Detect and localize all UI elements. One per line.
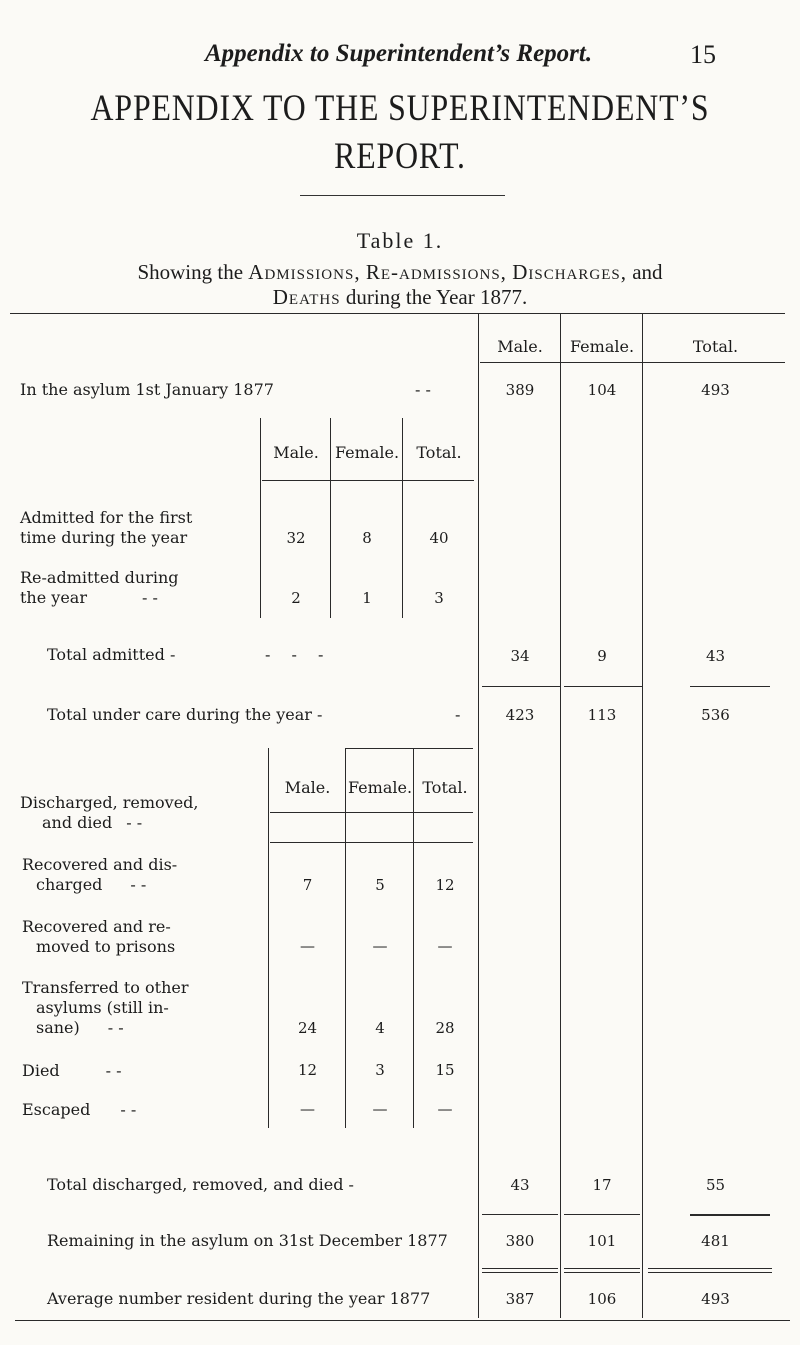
label-line: Transferred to other — [22, 978, 189, 997]
total-admitted-rule-total — [690, 686, 770, 687]
under-care-total: 536 — [701, 706, 730, 724]
discharge-female: 4 — [375, 1019, 385, 1037]
discharge-male: 24 — [297, 1019, 318, 1037]
remaining-female: 101 — [587, 1232, 617, 1250]
total-admitted-male: 34 — [510, 647, 530, 665]
label-line: time during the year — [20, 528, 188, 547]
label-line — [22, 1061, 122, 1081]
first-time-female: 8 — [362, 529, 372, 547]
column-header-rule — [480, 362, 785, 363]
row-label-total-admitted: Total admitted - — [47, 645, 176, 664]
discharge-female: 3 — [375, 1061, 385, 1079]
in-asylum-total: 493 — [701, 381, 730, 399]
label-dashes: - - — [126, 813, 143, 832]
label-dashes: - - — [105, 1061, 122, 1080]
subtitle-and: and — [632, 260, 663, 284]
label-line: Recovered and dis- — [22, 855, 178, 874]
in-asylum-female: 104 — [587, 381, 617, 399]
total-discharged-rule-male — [482, 1214, 558, 1215]
discharge-male: — — [300, 1100, 315, 1118]
subtitle-admissions: Admissions, — [248, 260, 361, 284]
under-care-male: 423 — [505, 706, 535, 724]
label-dashes: - - — [120, 1100, 137, 1119]
discharge-total: 15 — [435, 1061, 455, 1079]
discharges-header-rule-2 — [270, 842, 473, 843]
subtitle-deaths: Deaths — [272, 285, 341, 309]
average-male: 387 — [505, 1290, 535, 1308]
subtitle-discharges: Discharges, — [512, 260, 627, 284]
label-line: moved to prisons — [36, 937, 176, 956]
label-text: Escaped — [22, 1100, 91, 1119]
admissions-header-male: Male. — [273, 443, 319, 462]
average-female: 106 — [587, 1290, 617, 1308]
row-dashes: - - — [415, 380, 431, 399]
discharge-row-label — [22, 917, 175, 957]
page-title-line2: REPORT. — [334, 136, 466, 177]
remaining-double-rule-total-b — [648, 1272, 772, 1273]
discharge-total: — — [437, 1100, 453, 1118]
label-text: sane) — [36, 1018, 80, 1037]
discharges-divider-1 — [268, 748, 269, 1128]
label-line: Re-admitted during — [20, 568, 179, 587]
column-divider-3 — [642, 313, 643, 1318]
total-discharged-rule-total — [690, 1214, 770, 1216]
discharges-divider-2 — [345, 748, 346, 1128]
first-time-total: 40 — [429, 529, 449, 547]
discharges-header-male: Male. — [284, 778, 331, 797]
row-label-total-under-care: Total under care during the year - — [47, 705, 323, 724]
page-number: 15 — [690, 40, 716, 69]
admissions-divider-3 — [402, 418, 403, 618]
total-discharged-male: 43 — [510, 1176, 530, 1194]
row-dashes: - — [455, 705, 461, 724]
discharge-total: 28 — [435, 1019, 455, 1037]
discharge-male: 12 — [297, 1061, 318, 1079]
label-dashes: - - — [141, 588, 158, 607]
label-line: Discharged, removed, — [20, 793, 199, 812]
discharge-row-label — [22, 1061, 122, 1081]
discharges-divider-3 — [413, 748, 414, 1128]
total-discharged-total: 55 — [705, 1176, 726, 1194]
table-bottom-rule — [15, 1320, 790, 1321]
label-line — [20, 813, 199, 833]
discharge-male: — — [300, 937, 315, 955]
label-line: Recovered and re- — [22, 917, 171, 936]
discharge-female: 5 — [375, 876, 385, 894]
discharges-header-rule — [270, 812, 473, 813]
label-text: and died — [42, 813, 113, 832]
table-label: Table 1. — [356, 228, 444, 253]
discharge-male: 7 — [302, 876, 313, 894]
remaining-double-rule-female-a — [564, 1268, 640, 1269]
title-rule — [300, 195, 505, 196]
discharge-female: — — [372, 1100, 388, 1118]
in-asylum-male: 389 — [505, 381, 535, 399]
total-admitted-total: 43 — [705, 647, 726, 665]
remaining-double-rule-total-a — [648, 1268, 772, 1269]
discharge-female: — — [372, 937, 388, 955]
admissions-header-female: Female. — [334, 443, 400, 462]
label-text: the year — [20, 588, 87, 607]
column-divider-2 — [560, 313, 561, 1318]
row-label-average: Average number resident during the year 1877 — [47, 1289, 431, 1308]
label-dashes: - - — [130, 875, 147, 894]
column-divider-1 — [478, 313, 479, 1318]
column-header-male: Male. — [497, 337, 543, 356]
subtitle-text: Showing the — [137, 260, 244, 284]
readmitted-female: 1 — [362, 589, 372, 607]
readmitted-total: 3 — [434, 589, 444, 607]
subtitle-rest: during the Year 1877. — [345, 285, 528, 309]
discharge-row-label — [22, 855, 177, 895]
discharge-total: 12 — [435, 876, 455, 894]
discharges-label — [20, 793, 199, 833]
label-line: Admitted for the first — [20, 508, 193, 527]
admissions-header-rule — [262, 480, 474, 481]
first-time-male: 32 — [286, 529, 306, 547]
remaining-total: 481 — [701, 1232, 730, 1250]
label-dashes: - - — [107, 1018, 124, 1037]
total-admitted-rule-female — [564, 686, 642, 687]
discharge-row-label — [22, 978, 189, 1038]
remaining-double-rule-female-b — [564, 1272, 640, 1273]
discharges-header-female: Female. — [347, 778, 413, 797]
label-line — [22, 1018, 189, 1038]
admissions-divider-2 — [330, 418, 331, 618]
row-label-in-asylum: In the asylum 1st January 1877 — [20, 380, 274, 399]
label-line — [20, 588, 179, 608]
under-care-female: 113 — [587, 706, 617, 724]
table-top-rule — [10, 313, 785, 314]
total-discharged-female: 17 — [592, 1176, 612, 1194]
label-line — [22, 1100, 136, 1120]
readmitted-male: 2 — [291, 589, 301, 607]
table-subtitle-line1 — [0, 260, 800, 285]
discharges-header-total: Total. — [422, 778, 468, 797]
total-admitted-female: 9 — [597, 647, 607, 665]
discharge-total: — — [437, 937, 453, 955]
admissions-first-time-label — [20, 508, 192, 548]
total-admitted-rule-male — [482, 686, 560, 687]
average-total: 493 — [701, 1290, 730, 1308]
column-header-female: Female. — [569, 337, 635, 356]
discharges-top-rule — [345, 748, 473, 749]
remaining-double-rule-male-a — [482, 1268, 558, 1269]
admissions-divider-1 — [260, 418, 261, 618]
column-header-total: Total. — [692, 337, 739, 356]
row-label-remaining: Remaining in the asylum on 31st December 1877 — [47, 1231, 448, 1250]
admissions-readmitted-label — [20, 568, 179, 608]
discharge-row-label — [22, 1100, 136, 1120]
subtitle-readmissions: Re-admissions, — [365, 260, 507, 284]
label-line — [22, 875, 177, 895]
remaining-double-rule-male-b — [482, 1272, 558, 1273]
running-header: Appendix to Superintendent’s Report. — [205, 40, 593, 67]
label-line: asylums (still in- — [36, 998, 169, 1017]
row-dashes: - - - — [265, 645, 324, 664]
table-subtitle-line2 — [0, 285, 800, 310]
row-label-total-discharged: Total discharged, removed, and died - — [47, 1175, 354, 1194]
label-text: charged — [36, 875, 103, 894]
admissions-header-total: Total. — [416, 443, 462, 462]
remaining-male: 380 — [505, 1232, 535, 1250]
label-text: Died — [22, 1061, 60, 1080]
page-title-line1: APPENDIX TO THE SUPERINTENDENT’S — [90, 88, 710, 129]
total-discharged-rule-female — [564, 1214, 640, 1215]
